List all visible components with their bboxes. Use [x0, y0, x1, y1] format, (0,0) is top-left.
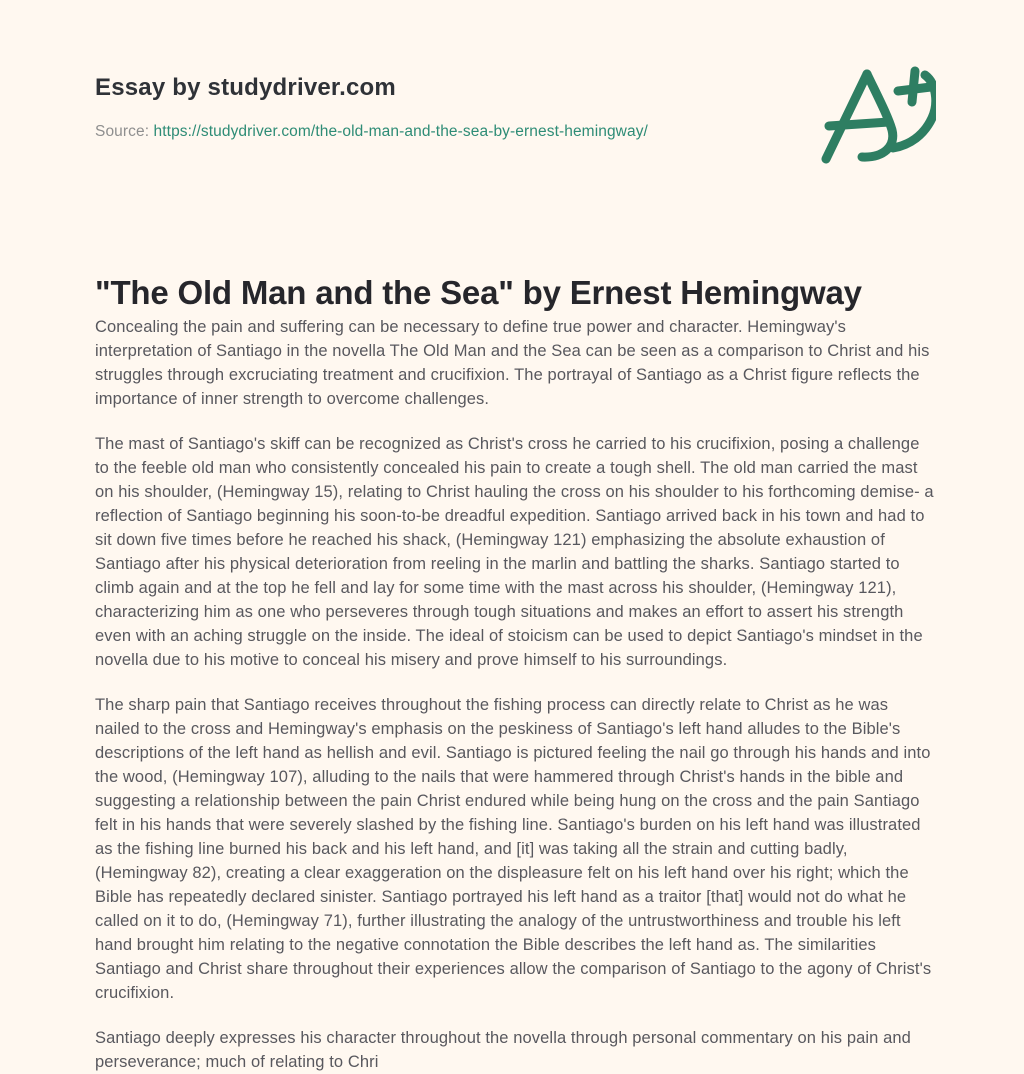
studydriver-a-plus-logo-icon	[818, 64, 936, 168]
logo-plus-horizontal	[898, 87, 931, 91]
logo-a-crossbar	[829, 122, 889, 126]
essay-paragraph-1: Concealing the pain and suffering can be necessary to define true power and character. Hemingway's interpretation of Santiago in the novella The Old Man and the Sea can be seen as a comparison to Christ and his struggles through excruciating treatment and crucifixion. The portrayal of Santiago as a Christ figure reflects the importance of inner strength to overcome challenges.	[95, 318, 930, 408]
essay-paragraph-3: The sharp pain that Santiago receives throughout the fishing process can directly relate to Christ as he was nailed to the cross and Hemingway's emphasis on the peskiness of Santiago's left hand alludes to the Bible's descriptions of the left hand as hellish and evil. Santiago is pictured feeling the nail go through his hands and into the wood, (Hemingway 107), alluding to the nails that were hammered through Christ's hands in the bible and suggesting a relationship between the pain Christ endured while being hung on the cross and the pain Santiago felt in his hands that were severely slashed by the fishing line. Santiago's burden on his left hand was illustrated as the fishing line burned his back and his left hand, and [it] was taking all the strain and cutting badly, (Hemingway 82), creating a clear exaggeration on the displeasure felt on his left hand over his right; which the Bible has repeatedly declared sinister. Santiago portrayed his left hand as a traitor [that] would not do what he called on it to do, (Hemingway 71), further illustrating the analogy of the untrustworthiness and trouble his left hand brought him relating to the negative connotation the Bible describes the left hand as. The similarities Santiago and Christ share throughout their experiences allow the comparison of Santiago to the agony of Christ's crucifixion.	[95, 696, 932, 1002]
source-link[interactable]: https://studydriver.com/the-old-man-and-the-sea-by-ernest-hemingway/	[153, 123, 648, 140]
essay-paragraph-2: The mast of Santiago's skiff can be recognized as Christ's cross he carried to his crucifixion, posing a challenge to the feeble old man who consistently concealed his pain to create a tough shell. The old man carried the mast on his shoulder, (Hemingway 15), relating to Christ hauling the cross on his shoulder to his forthcoming demise- a reflection of Santiago beginning his soon-to-be dreadful expedition. Santiago arrived back in his town and had to sit down five times before he reached his shack, (Hemingway 121) emphasizing the absolute exhaustion of Santiago after his physical deterioration from reeling in the marlin and battling the sharks. Santiago started to climb again and at the top he fell and lay for some time with the mast across his shoulder, (Hemingway 121), characterizing him as one who perseveres through tough situations and makes an effort to assert his strength even with an aching struggle on the inside. The ideal of stoicism can be used to depict Santiago's mindset in the novella due to his motive to conceal his misery and prove himself to his surroundings.	[95, 435, 934, 669]
logo-a-right-leg	[862, 74, 893, 157]
essay-title: "The Old Man and the Sea" by Ernest Hemingway	[95, 274, 862, 312]
page-header-title: Essay by studydriver.com	[95, 74, 396, 101]
source-label: Source:	[95, 123, 150, 140]
essay-paragraph-4: Santiago deeply expresses his character throughout the novella through personal commentary on his pain and perseverance; much of relating to Chri	[95, 1029, 911, 1071]
logo-a-left-leg	[826, 74, 867, 159]
essay-body	[95, 315, 935, 1074]
source-line	[95, 123, 648, 141]
